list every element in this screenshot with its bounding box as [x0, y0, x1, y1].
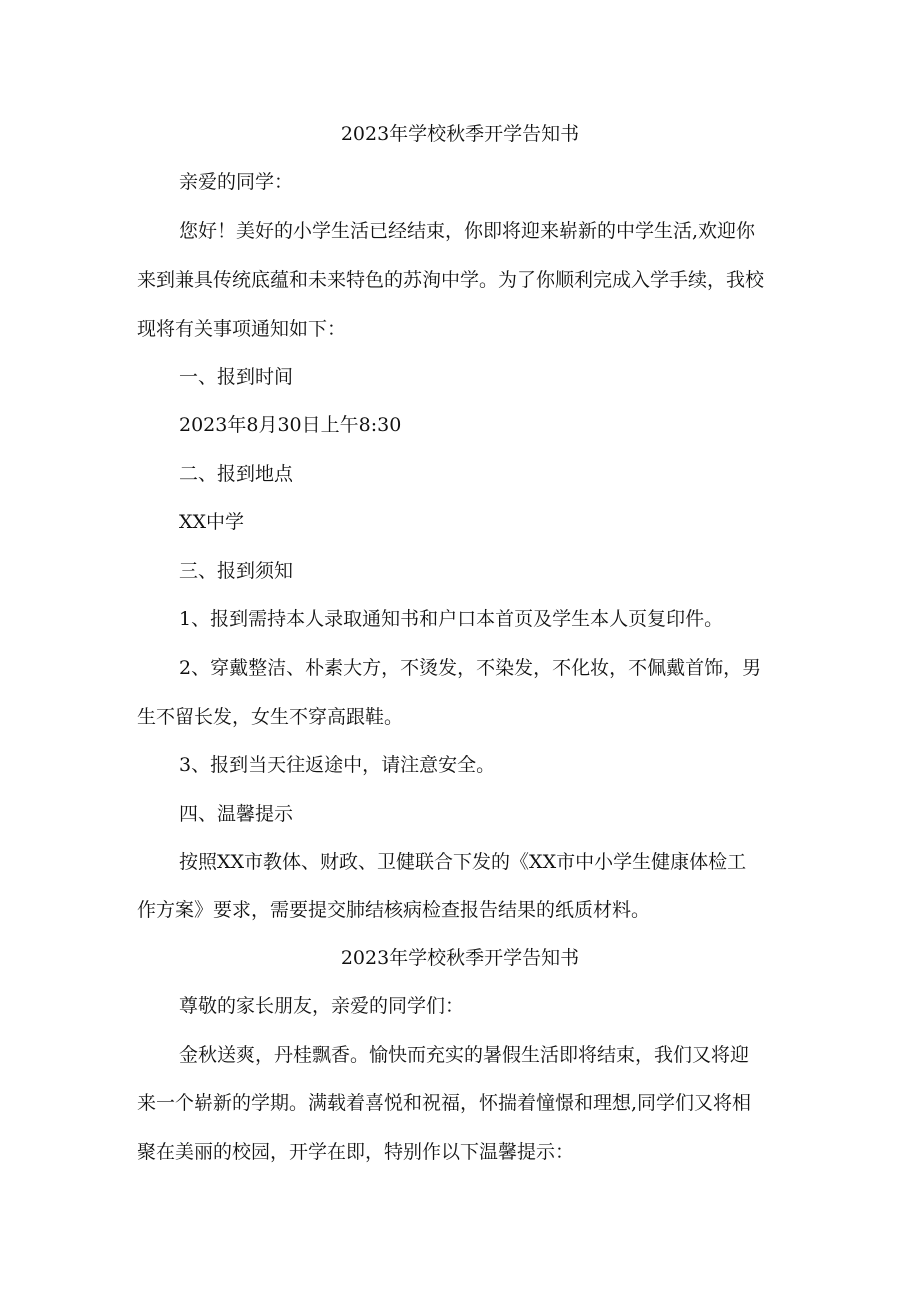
- notice-1-intro-line-3: 现将有关事项通知如下：: [137, 318, 347, 340]
- rule-1: 1、报到需持本人录取通知书和户口本首页及学生本人页复印件。: [179, 608, 724, 630]
- rule-2-line-2: 生不留长发，女生不穿高跟鞋。: [137, 706, 404, 728]
- section-1-heading: 一、报到时间: [179, 366, 294, 388]
- notice-1-intro-line-2: 来到兼具传统底蕴和未来特色的苏洵中学。为了你顺利完成入学手续，我校: [137, 269, 765, 291]
- notice-2-intro-line-1: 金秋送爽，丹桂飘香。愉快而充实的暑假生活即将结束，我们又将迎: [179, 1044, 750, 1066]
- notice-1-title: 2023年学校秋季开学告知书: [340, 123, 580, 145]
- tip-line-1: 按照XX市教体、财政、卫健联合下发的《XX市中小学生健康体检工: [179, 851, 747, 873]
- notice-1-greeting: 亲爱的同学：: [179, 171, 294, 193]
- section-4-heading: 四、温馨提示: [179, 803, 294, 825]
- notice-2-intro-line-2: 来一个崭新的学期。满载着喜悦和祝福，怀揣着憧憬和理想,同学们又将相: [137, 1092, 752, 1114]
- rule-2-line-1: 2、穿戴整洁、朴素大方，不烫发，不染发，不化妆，不佩戴首饰，男: [179, 657, 762, 679]
- notice-2-greeting: 尊敬的家长朋友，亲爱的同学们：: [179, 995, 465, 1017]
- rule-3: 3、报到当天往返途中，请注意安全。: [179, 754, 496, 776]
- tip-line-2: 作方案》要求，需要提交肺结核病检查报告结果的纸质材料。: [137, 899, 651, 921]
- report-location-value: XX中学: [179, 511, 245, 533]
- notice-2-title: 2023年学校秋季开学告知书: [340, 947, 580, 969]
- notice-1-intro-line-1: 您好！美好的小学生活已经结束，你即将迎来崭新的中学生活,欢迎你: [179, 220, 756, 242]
- report-time-value: 2023年8月30日上午8:30: [179, 414, 402, 436]
- notice-2-intro-line-3: 聚在美丽的校园，开学在即，特别作以下温馨提示：: [137, 1141, 575, 1163]
- section-3-heading: 三、报到须知: [179, 560, 294, 582]
- section-2-heading: 二、报到地点: [179, 463, 294, 485]
